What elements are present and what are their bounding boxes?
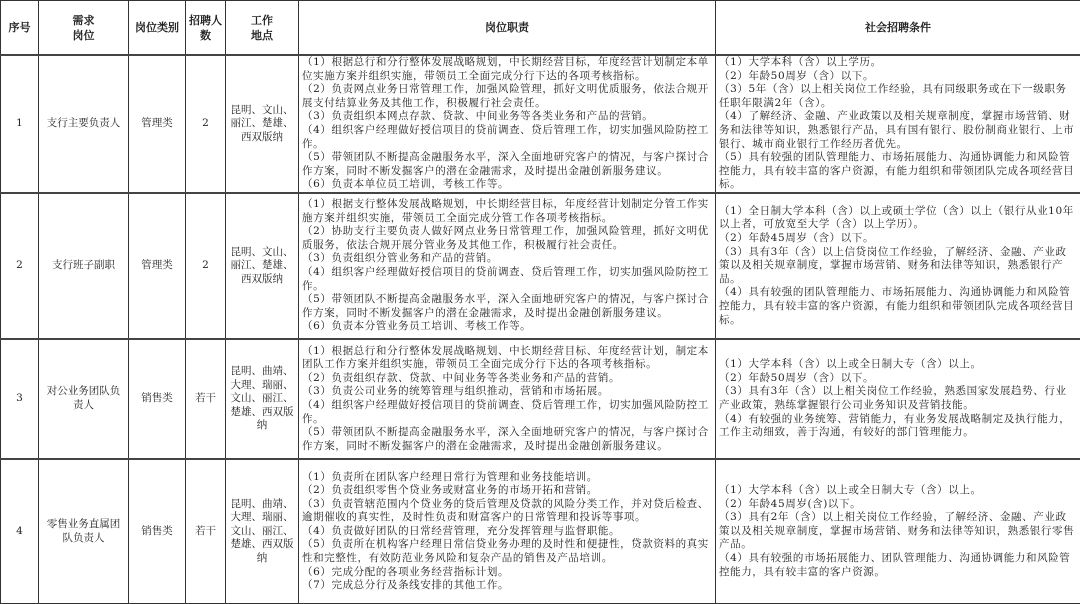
- requirements-cell: [716, 55, 1080, 193]
- position-name: 对公业务团队负责人: [39, 339, 129, 459]
- requirements-item: （3）5年（含）以上相关岗位工作经验，具有同级职务或在下一级职务任职年限满2年（含）。: [719, 83, 1077, 110]
- position-category: 管理类: [129, 55, 186, 193]
- row-number: 2: [1, 193, 39, 339]
- requirements-item: （2）年龄45周岁（含）以下。: [719, 232, 1077, 246]
- duties-item: （5）带领团队不断提高金融服务水平，深入全面地研究客户的情况，与客户探讨合作方案，同时不断发掘客户的潜在金融需求，及时提出金融创新服务建议。: [302, 151, 712, 178]
- position-category: 销售类: [129, 459, 186, 604]
- header-count: 招聘人 数: [186, 1, 226, 56]
- duties-item: （1）根据总行和分行整体发展战略规划，中长期经营目标，年度经营计划制定本单位实施方案并组织实施，带领员工全面完成分行下达的各项考核指标。: [302, 56, 712, 83]
- requirements-item: （1）大学本科（含）以上或全日制大专（含）以上。: [719, 484, 1077, 498]
- hire-count: 2: [186, 55, 226, 193]
- requirements-item: （2）年龄50周岁（含）以下。: [719, 70, 1077, 84]
- duties-item: （2）负责网点业务日常管理工作，加强风险管理，抓好文明优质服务，依法合规开展支付结算业务及其他工作，积极履行社会责任。: [302, 83, 712, 110]
- position-category: 管理类: [129, 193, 186, 339]
- duties-cell: [299, 55, 716, 193]
- duties-item: （3）负责管辖范围内个贷业务的贷后管理及贷款的风险分类工作，并对贷后检查、逾期催收的真实性，及时性负责和财富客户的日常管理和投诉等事项。: [302, 498, 712, 525]
- table-row: [1, 55, 1080, 193]
- hire-count: 2: [186, 193, 226, 339]
- header-location: 工作 地点: [226, 1, 299, 56]
- header-category: 岗位类别: [129, 1, 186, 56]
- duties-item: （3）负责组织分管业务和产品的营销。: [302, 252, 712, 266]
- header-requirements: 社会招聘条件: [716, 1, 1080, 56]
- requirements-item: （1）大学本科（含）以上学历。: [719, 56, 1077, 70]
- duties-item: （4）组织客户经理做好授信项目的贷前调查、贷后管理工作，切实加强风险防控工作。: [302, 399, 712, 426]
- duties-item: （2）负责组织零售个贷业务或财富业务的市场开拓和营销。: [302, 484, 712, 498]
- duties-item: （1）负责所在团队客户经理日常行为管理和业务技能培训。: [302, 471, 712, 485]
- duties-item: （7）完成总分行及条线安排的其他工作。: [302, 579, 712, 593]
- table-row: [1, 459, 1080, 604]
- work-location: 昆明、曲靖、大理、瑞丽、文山、丽江、楚雄、西双版纳: [226, 339, 299, 459]
- duties-item: （4）组织客户经理做好授信项目的贷前调查、贷后管理工作，切实加强风险防控工作。: [302, 266, 712, 293]
- header-position: 需求 岗位: [39, 1, 129, 56]
- position-name: 支行班子副职: [39, 193, 129, 339]
- row-number: 3: [1, 339, 39, 459]
- position-name: 支行主要负责人: [39, 55, 129, 193]
- duties-item: （4）组织客户经理做好授信项目的贷前调查、贷后管理工作，切实加强风险防控工作。: [302, 124, 712, 151]
- duties-item: （6）负责本分管业务员工培训、考核工作等。: [302, 320, 712, 334]
- hire-count: 若干: [186, 459, 226, 604]
- duties-item: （6）负责本单位员工培训，考核工作等。: [302, 178, 712, 192]
- hire-count: 若干: [186, 339, 226, 459]
- duties-item: （3）负责公司业务的统筹管理与组织推动，营销和市场拓展。: [302, 385, 712, 399]
- requirements-item: （1）全日制大学本科（含）以上或硕士学位（含）以上（银行从业10年以上者，可放宽至大学（含）以上学历）。: [719, 205, 1077, 232]
- duties-item: （5）负责所在机构客户经理日常信贷业务办理的及时性和便捷性，贷款资料的真实性和完整性，有效防范业务风险和复杂产品的销售及产品培训。: [302, 538, 712, 565]
- requirements-cell: [716, 459, 1080, 604]
- requirements-item: （3）具有3年（含）以上相关岗位工作经验，熟悉国家发展趋势、行业产业政策，熟练掌握银行公司业务知识及营销技能。: [719, 385, 1077, 412]
- duties-item: （5）带领团队不断提高金融服务水平，深入全面地研究客户的情况，与客户探讨合作方案，同时不断发掘客户的潜在金融需求，及时提出金融创新服务建议。: [302, 426, 712, 453]
- table-row: [1, 339, 1080, 459]
- work-location: 昆明、文山、丽江、楚雄、西双版纳: [226, 55, 299, 193]
- duties-item: （1）根据总行和分行整体发展战略规划、中长期经营目标、年度经营计划，制定本团队工作方案并组织实施，带领员工全面完成分行下达的各项考核指标。: [302, 345, 712, 372]
- duties-item: （1）根据支行整体发展战略规划，中长期经营目标，年度经营计划制定分管工作实施方案并组织实施，带领员工全面完成分管工作各项考核指标。: [302, 198, 712, 225]
- requirements-item: （3）具有3年（含）以上信贷岗位工作经验，了解经济、金融、产业政策以及相关规章制度，掌握市场营销、财务和法律等知识，熟悉银行产品。: [719, 246, 1077, 287]
- requirements-item: （5）具有较强的团队管理能力、市场拓展能力、沟通协调能力和风险管控能力，具有较丰富的客户资源，有能力组织和带领团队完成各项经营目标。: [719, 151, 1077, 192]
- duties-cell: [299, 193, 716, 339]
- duties-item: （3）负责组织本网点存款、贷款、中间业务等各类业务和产品的营销。: [302, 110, 712, 124]
- requirements-item: （2）年龄45周岁(含)以下。: [719, 498, 1077, 512]
- requirements-item: （4）了解经济、金融、产业政策以及相关规章制度，掌握市场营销、财务和法律等知识，熟悉银行产品，具有国有银行、股份制商业银行、上市银行、城市商业银行工作经历者优先。: [719, 110, 1077, 151]
- requirements-item: （4）具有较强的团队管理能力、市场拓展能力、沟通协调能力和风险管控能力，具有较丰富的客户资源，有能力组织和带领团队完成各项经营目标。: [719, 286, 1077, 327]
- row-number: 4: [1, 459, 39, 604]
- duties-item: （2）协助支行主要负责人做好网点业务日常管理工作，加强风险管理，抓好文明优质服务，依法合规开展分管业务及其他工作，积极履行社会责任。: [302, 225, 712, 252]
- header-duties: 岗位职责: [299, 1, 716, 56]
- table-row: [1, 193, 1080, 339]
- duties-cell: [299, 339, 716, 459]
- requirements-item: （4）有较强的业务统筹、营销能力，有业务发展战略制定及执行能力，工作主动细致，善于沟通，有较好的部门管理能力。: [719, 413, 1077, 440]
- requirements-cell: [716, 339, 1080, 459]
- duties-item: （4）负责做好团队的日常经营管理，充分发挥管理与监督职能。: [302, 525, 712, 539]
- requirements-cell: [716, 193, 1080, 339]
- duties-item: （6）完成分配的各项业务经营指标计划。: [302, 566, 712, 580]
- header-row: [1, 1, 1080, 56]
- requirements-item: （4）具有较强的市场拓展能力、团队管理能力、沟通协调能力和风险管控能力，具有较丰富的客户资源。: [719, 552, 1077, 579]
- position-name: 零售业务直属团队负责人: [39, 459, 129, 604]
- position-category: 销售类: [129, 339, 186, 459]
- duties-cell: [299, 459, 716, 604]
- requirements-item: （3）具有2年（含）以上相关岗位工作经验，了解经济、金融、产业政策以及相关规章制度，掌握市场营销、财务和法律等知识，熟悉银行零售产品。: [719, 511, 1077, 552]
- work-location: 昆明、文山、丽江、楚雄、西双版纳: [226, 193, 299, 339]
- duties-item: （5）带领团队不断提高金融服务水平，深入全面地研究客户的情况，与客户探讨合作方案，同时不断发掘客户的潜在金融需求，及时提出金融创新服务建议。: [302, 293, 712, 320]
- work-location: 昆明、曲靖、大理、瑞丽、文山、丽江、楚雄、西双版纳: [226, 459, 299, 604]
- requirements-item: （2）年龄50周岁（含）以下。: [719, 372, 1077, 386]
- header-no: 序号: [1, 1, 39, 56]
- duties-item: （2）负责组织存款、贷款、中间业务等各类业务和产品的营销。: [302, 372, 712, 386]
- row-number: 1: [1, 55, 39, 193]
- requirements-item: （1）大学本科（含）以上或全日制大专（含）以上。: [719, 358, 1077, 372]
